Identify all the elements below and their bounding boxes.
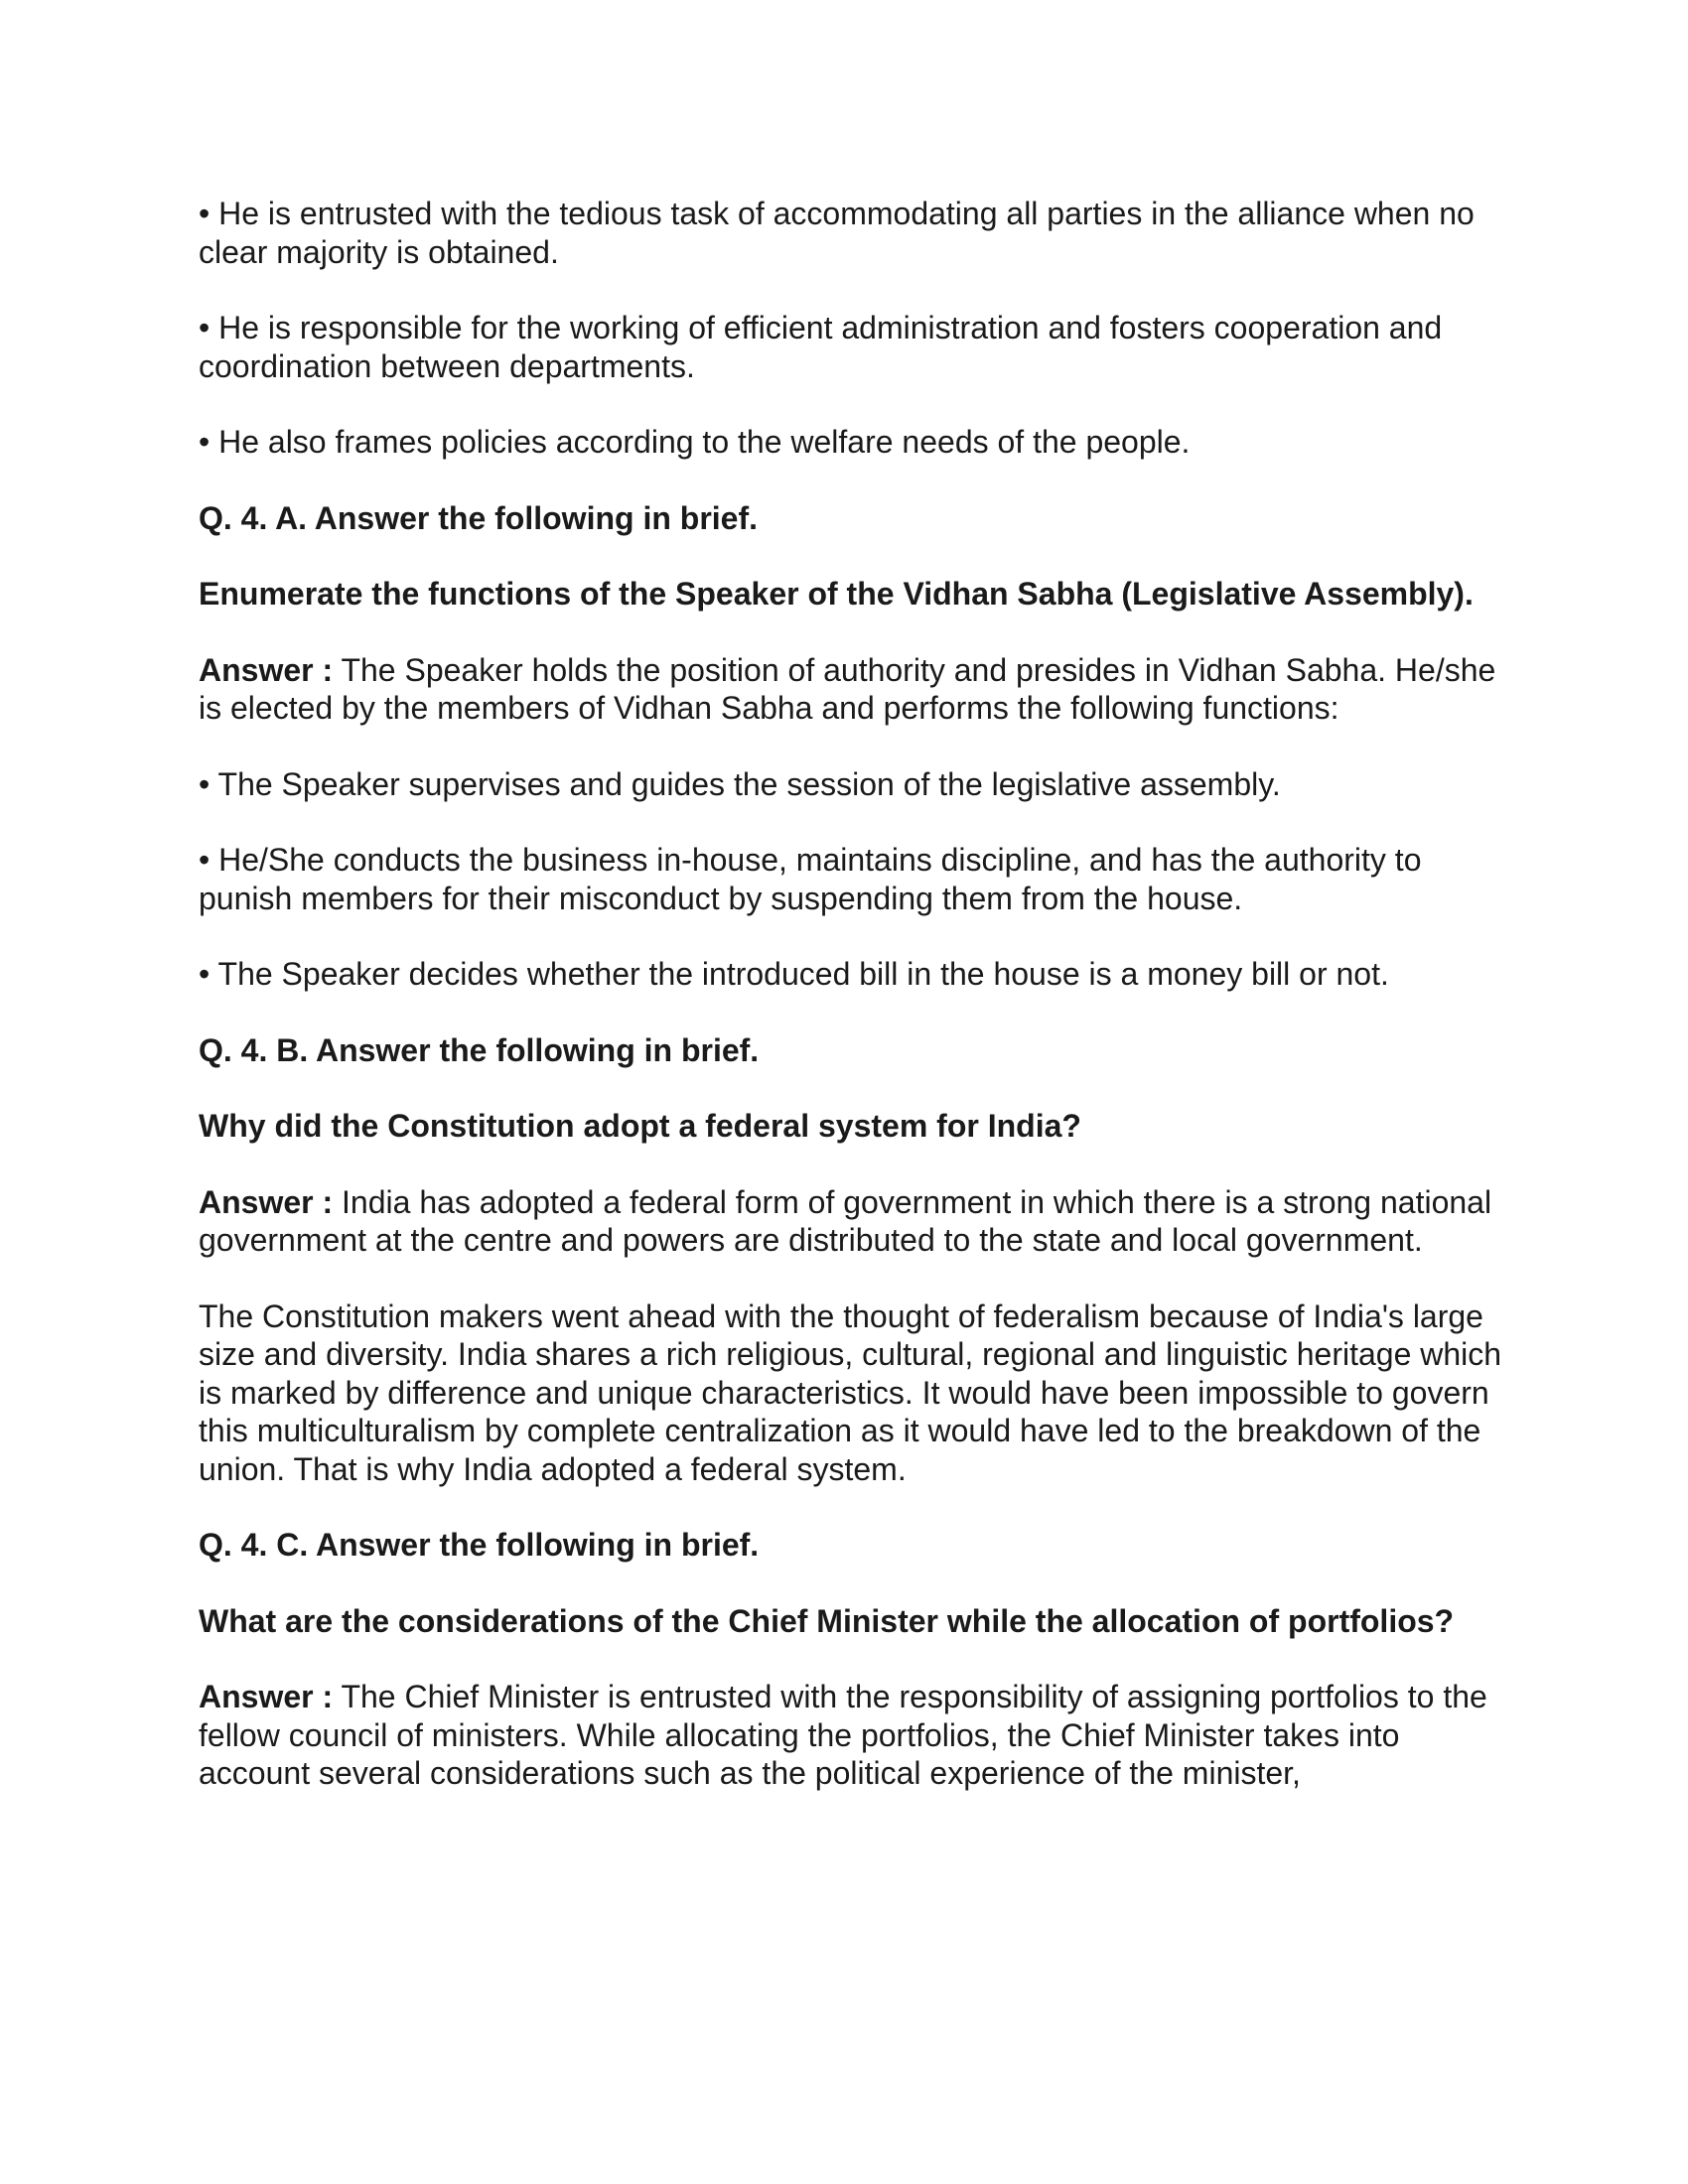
q4b-answer: [199, 1183, 1509, 1260]
bullet-administration: • He is responsible for the working of efficient administration and fosters cooperation and coordination between departments.: [199, 310, 1443, 384]
q4c-answer: [199, 1678, 1509, 1793]
q4b-paragraph: The Constitution makers went ahead with the thought of federalism because of India's large size and diversity. India shares a rich religious, cultural, regional and linguistic heritage which is marked by difference and unique characteristics. It would have been impossible to govern this multiculturalism by complete centralization as it would have led to the breakdown of the union. That is why India adopted a federal system.: [199, 1297, 1502, 1487]
q4c-heading: Q. 4. C. Answer the following in brief.: [199, 1527, 760, 1563]
q4a-answer: [199, 651, 1509, 728]
q4a-answer-text: The Speaker holds the position of authority and presides in Vidhan Sabha. He/she is elected by the members of Vidhan Sabha and performs the following functions:: [199, 651, 1496, 726]
answer-label: Answer :: [199, 1183, 334, 1220]
q4a-heading: Q. 4. A. Answer the following in brief.: [199, 499, 758, 536]
answer-label: Answer :: [199, 651, 334, 688]
q4a-bullet-discipline: • He/She conducts the business in-house, maintains discipline, and has the authority to punish members for their misconduct by suspending them from the house.: [199, 842, 1422, 916]
document-page: [199, 195, 1509, 1831]
q4a-question: Enumerate the functions of the Speaker of the Vidhan Sabha (Legislative Assembly).: [199, 576, 1474, 612]
q4a-bullet-money-bill: • The Speaker decides whether the introduced bill in the house is a money bill or not.: [199, 956, 1389, 992]
q4b-answer-text: India has adopted a federal form of government in which there is a strong national government at the centre and powers are distributed to the state and local government.: [199, 1183, 1492, 1258]
q4b-heading: Q. 4. B. Answer the following in brief.: [199, 1031, 760, 1068]
bullet-alliance: • He is entrusted with the tedious task of accommodating all parties in the alliance when no clear majority is obtained.: [199, 196, 1475, 270]
q4c-question: What are the considerations of the Chief Minister while the allocation of portfolios?: [199, 1602, 1455, 1639]
bullet-policies: • He also frames policies according to the welfare needs of the people.: [199, 424, 1191, 460]
q4b-question: Why did the Constitution adopt a federal system for India?: [199, 1108, 1081, 1144]
q4c-answer-text: The Chief Minister is entrusted with the responsibility of assigning portfolios to the fellow council of ministers. While allocating the portfolios, the Chief Minister takes into account several considerations such as the political experience of the minister,: [199, 1679, 1487, 1791]
q4a-bullet-supervises: • The Speaker supervises and guides the session of the legislative assembly.: [199, 765, 1281, 802]
answer-label: Answer :: [199, 1679, 334, 1714]
